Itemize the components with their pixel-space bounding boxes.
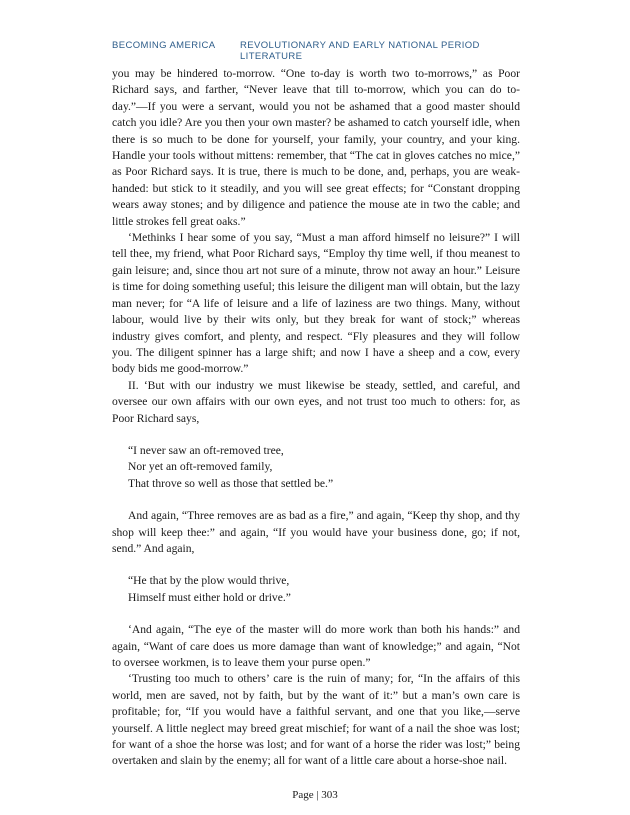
verse-line: That throve so well as those that settled be.” (128, 476, 334, 490)
verse-line: Nor yet an oft-removed family, (128, 460, 273, 474)
page-number: Page | 303 (292, 789, 338, 801)
header-section-title: REVOLUTIONARY AND EARLY NATIONAL PERIOD LITERATURE (240, 40, 480, 62)
paragraph: And again, “Three removes are as bad as a fire,” and again, “Keep thy shop, and thy shop will keep thee:” and again, “If you would have your business done, go; if not, send.” And again, (112, 509, 520, 555)
verse-line: “I never saw an oft-removed tree, (128, 443, 284, 457)
verse-line: Himself must either hold or drive.” (128, 590, 291, 604)
paragraph: you may be hindered to-morrow. “One to-day is worth two to-morrows,” as Poor Richard says, and farther, “Never leave that till to-morrow, which you can do to-day.”—If you were a servant, would you not be ashamed that a good master should catch you idle? Are you then your own master? be ashamed to catch yourself idle, when there is so much to be done for yourself, your family, your country, and your king. Handle your tools without mittens: remember, that “The cat in gloves catches no mice,” as Poor Richard says. It is true, there is much to be done, and, perhaps, you are weak-handed: but stick to it steadily, and you will see great effects; for “Constant dropping wears away stones; and by diligence and patience the mouse ate in two the cable; and little strokes fell great oaks.” (112, 67, 520, 228)
verse-block (128, 443, 520, 492)
paragraph: ‘Trusting too much to others’ care is the ruin of many; for, “In the affairs of this world, men are saved, not by faith, but by the want of it:” but a man’s own care is profitable; for, “If you would have a faithful servant, and one that you like,—serve yourself. A little neglect may breed great mischief; for want of a nail the shoe was lost; for want of a shoe the horse was lost; and for want of a horse the rider was lost;” being overtaken and slain by the enemy; all for want of a little care about a horse-shoe nail. (112, 672, 520, 768)
paragraph: ‘And again, “The eye of the master will do more work than both his hands:” and again, “Want of care does us more damage than want of knowledge;” and again, “Not to oversee workmen, is to leave them your purse open.” (112, 623, 520, 669)
header-book-title: BECOMING AMERICA (112, 40, 216, 51)
paragraph: II. ‘But with our industry we must likewise be steady, settled, and careful, and oversee our own affairs with our own eyes, and not trust too much to others: for, as Poor Richard says, (112, 378, 520, 425)
body-text (112, 66, 520, 770)
verse-line: “He that by the plow would thrive, (128, 574, 290, 588)
paragraph: ‘Methinks I hear some of you say, “Must a man afford himself no leisure?” I will tell thee, my friend, what Poor Richard says, “Employ thy time well, if thou meanest to gain leisure; and, since thou art not sure of a minute, throw not away an hour.” Leisure is time for doing something useful; this leisure the diligent man will obtain, but the lazy man never; for “A life of leisure and a life of laziness are two things. Many, without labour, would live by their wits only, but they break for want of stock;” whereas industry gives comfort, and plenty, and respect. “Fly pleasures and they will follow you. The diligent spinner has a large shift; and now I have a sheep and a cow, every body bids me good-morrow.” (112, 231, 520, 376)
verse-block (128, 573, 520, 606)
